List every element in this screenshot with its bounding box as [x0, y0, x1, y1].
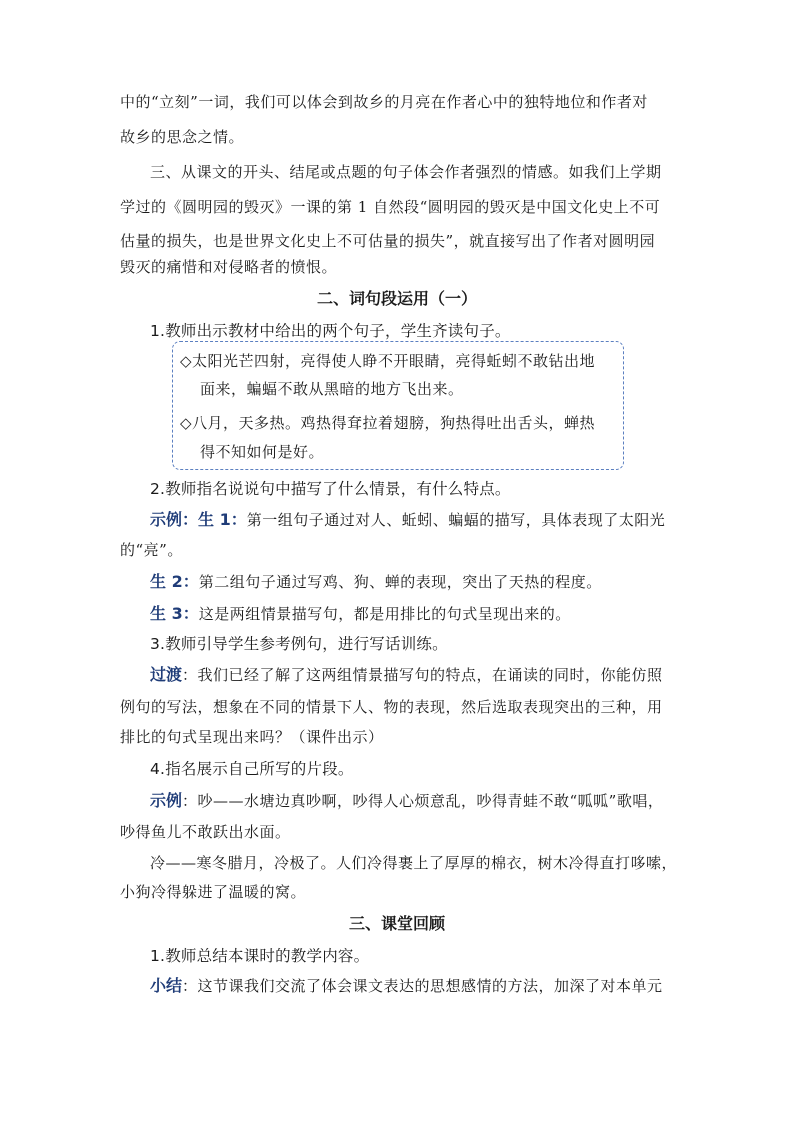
transition-text: ：我们已经了解了这两组情景描写句的特点，在诵读的同时，你能仿照 — [182, 666, 663, 684]
example-a-text: 第一组句子通过对人、蚯蚓、蝙蝠的描写，具体表现了太阳光 — [246, 511, 666, 529]
summary-text: ：这节课我们交流了体会课文表达的思想感情的方法，加深了对本单元 — [182, 977, 663, 995]
student-3-line — [150, 604, 571, 624]
paragraph-2-line-3: 估量的损失，也是世界文化史上不可估量的损失”，就直接写出了作者对圆明园 — [120, 232, 656, 250]
example-a-line-1 — [150, 510, 665, 530]
section-heading-2: 二、词句段运用（一） — [316, 289, 477, 308]
student-2-line — [150, 572, 602, 592]
example-a-line-2: 的“亮”。 — [120, 541, 183, 559]
paragraph-2-line-4: 毁灭的痛惜和对侵略者的愤恨。 — [120, 258, 338, 276]
transition-label: 过渡 — [150, 665, 183, 684]
example-item-1-line-1: ◇太阳光芒四射，亮得使人睁不开眼睛，亮得蚯蚓不敢钻出地 — [180, 352, 596, 370]
step-3: 3.教师引导学生参考例句，进行写话训练。 — [150, 635, 448, 653]
student-3-text: 这是两组情景描写句，都是用排比的句式呈现出来的。 — [198, 605, 571, 623]
example-b-line-2: 吵得鱼儿不敢跃出水面。 — [120, 823, 291, 841]
example-item-2-line-2: 得不知如何是好。 — [200, 443, 325, 461]
paragraph-2-line-2: 学过的《圆明园的毁灭》一课的第 1 自然段“圆明园的毁灭是中国文化史上不可 — [120, 198, 661, 216]
example-b-line-4: 小狗冷得躲进了温暖的窝。 — [120, 883, 307, 901]
example-a-label: 示例：生 1： — [150, 510, 247, 529]
example-item-1-line-2: 面来，蝙蝠不敢从黑暗的地方飞出来。 — [200, 380, 464, 398]
example-b-line-3: 冷——寒冬腊月，冷极了。人们冷得裹上了厚厚的棉衣，树木冷得直打哆嗦， — [150, 854, 678, 872]
paragraph-1-line-1: 中的“立刻”一词，我们可以体会到故乡的月亮在作者心中的独特地位和作者对 — [120, 93, 648, 111]
example-b-text: ：吵——水塘边真吵啊，吵得人心烦意乱，吵得青蛙不敢“呱呱”歌唱， — [182, 792, 664, 810]
step-5: 1.教师总结本课时的教学内容。 — [150, 947, 370, 965]
transition-line-2: 例句的写法，想象在不同的情景下人、物的表现，然后选取表现突出的三种，用 — [120, 698, 663, 716]
student-2-text: 第二组句子通过写鸡、狗、蝉的表现，突出了天热的程度。 — [198, 573, 602, 591]
example-b-label: 示例 — [150, 791, 183, 810]
step-2: 2.教师指名说说句中描写了什么情景，有什么特点。 — [150, 480, 511, 498]
step-1: 1.教师出示教材中给出的两个句子，学生齐读句子。 — [150, 322, 511, 340]
transition-line-3: 排比的句式呈现出来吗？（课件出示） — [120, 728, 384, 746]
summary-line-1 — [150, 976, 663, 996]
transition-line-1 — [150, 665, 663, 685]
student-2-label: 生 2： — [150, 572, 199, 591]
summary-label: 小结 — [150, 976, 183, 995]
student-3-label: 生 3： — [150, 604, 199, 623]
paragraph-1-line-2: 故乡的思念之情。 — [120, 128, 245, 146]
paragraph-2-line-1: 三、从课文的开头、结尾或点题的句子体会作者强烈的情感。如我们上学期 — [150, 163, 662, 181]
section-heading-3: 三、课堂回顾 — [348, 914, 445, 933]
step-4: 4.指名展示自己所写的片段。 — [150, 760, 354, 778]
example-b-line-1 — [150, 791, 663, 811]
example-item-2-line-1: ◇八月，天多热。鸡热得耷拉着翅膀，狗热得吐出舌头，蝉热 — [180, 414, 596, 432]
